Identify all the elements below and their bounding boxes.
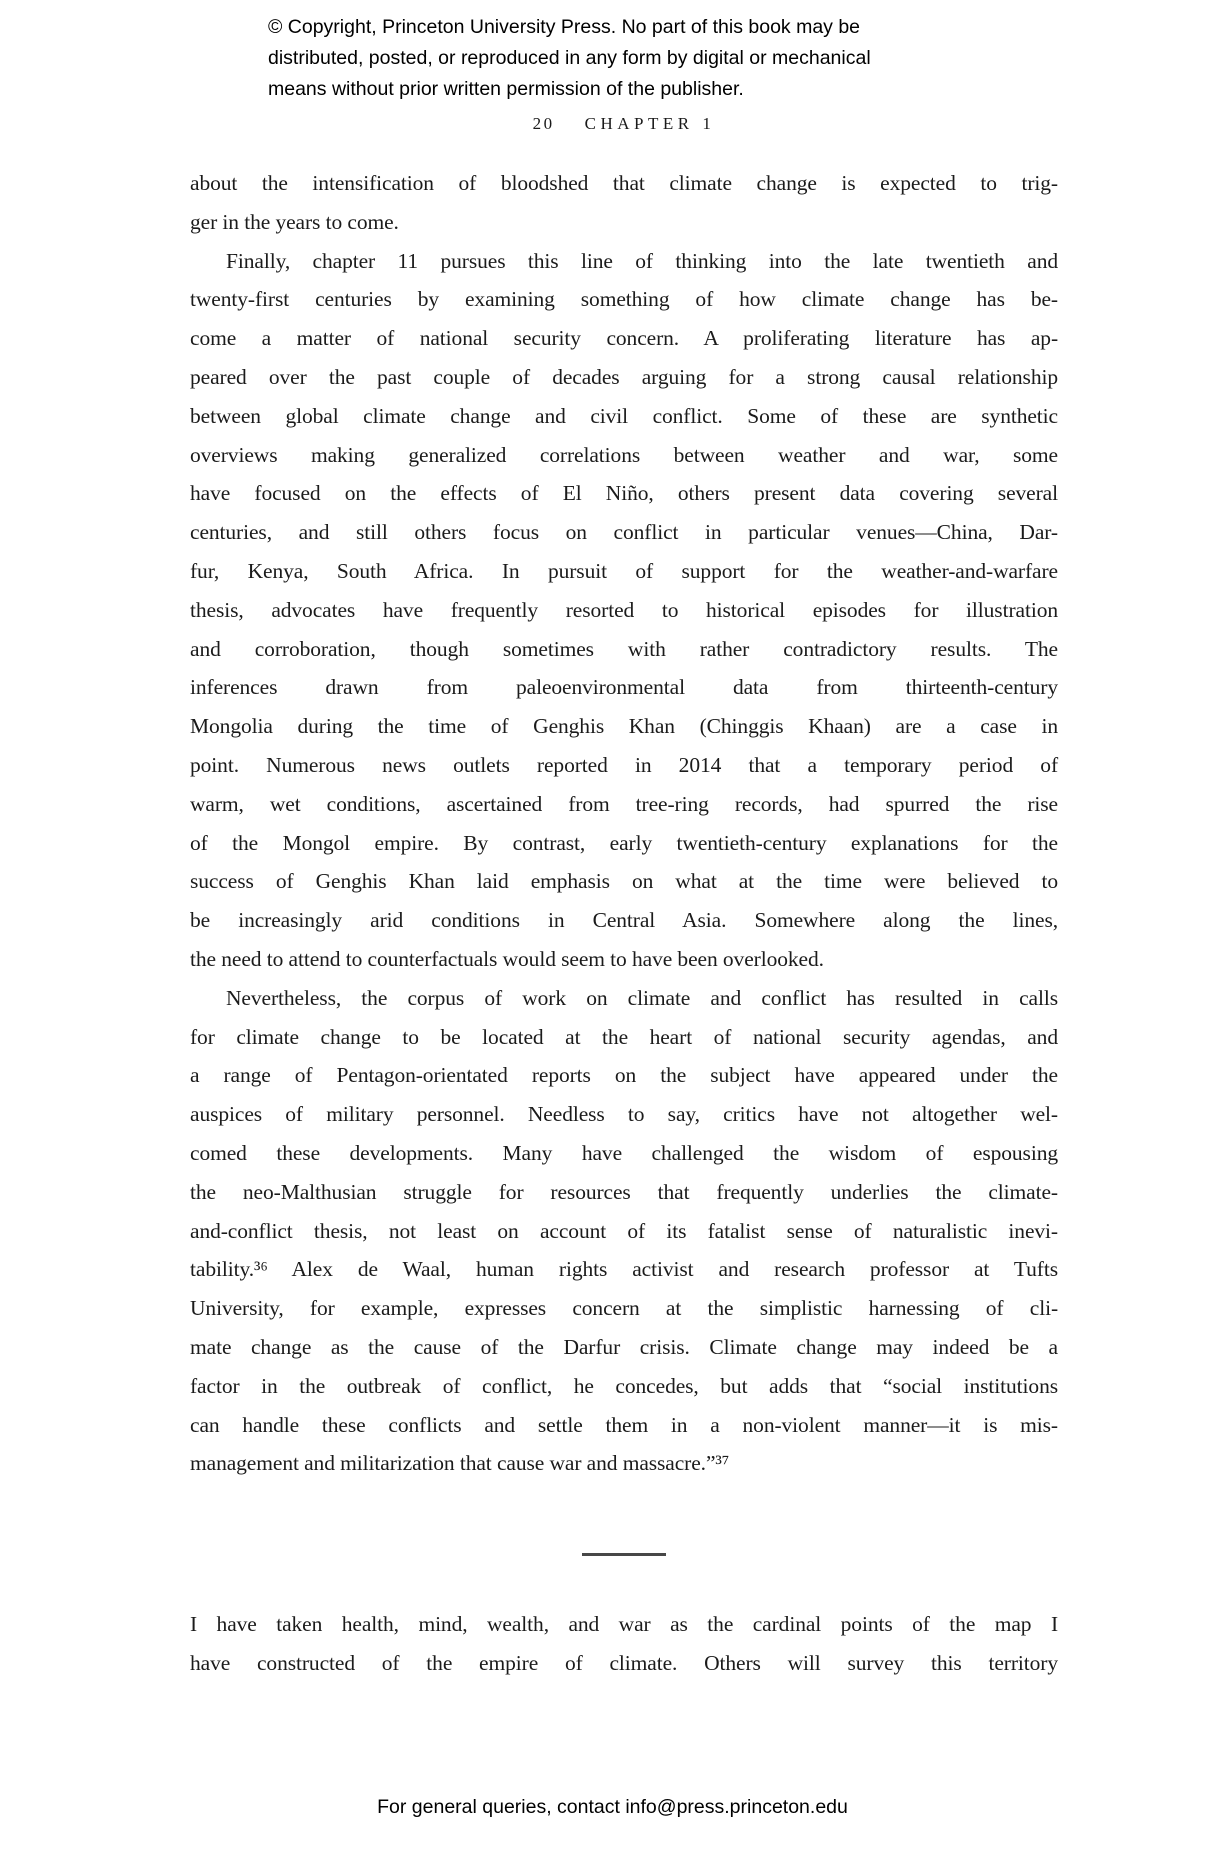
body-line: auspices of military personnel. Needless to say, critics have not altogether wel-: [190, 1102, 1058, 1127]
body-line: come a matter of national security concern. A proliferating literature has ap-: [190, 326, 1058, 351]
body-line: overviews making generalized correlations between weather and war, some: [190, 442, 1058, 467]
closing-line: have constructed of the empire of climate. Others will survey this territory: [190, 1650, 1058, 1675]
body-line: mate change as the cause of the Darfur crisis. Climate change may indeed be a: [190, 1334, 1058, 1359]
body-line: comed these developments. Many have challenged the wisdom of espousing: [190, 1140, 1058, 1165]
body-line: ger in the years to come.: [190, 209, 399, 234]
body-line: the neo-Malthusian struggle for resources that frequently underlies the climate-: [190, 1179, 1058, 1204]
body-line: fur, Kenya, South Africa. In pursuit of support for the weather-and-warfare: [190, 558, 1058, 583]
page-number: 20: [532, 114, 555, 133]
body-line: peared over the past couple of decades arguing for a strong causal relationship: [190, 364, 1058, 389]
body-line: about the intensification of bloodshed that climate change is expected to trig-: [190, 171, 1058, 195]
body-line: twenty-first centuries by examining something of how climate change has be-: [190, 287, 1058, 312]
closing-paragraph: [190, 1605, 1058, 1683]
body-line: inferences drawn from paleoenvironmental data from thirteenth-century: [190, 675, 1058, 700]
body-line: of the Mongol empire. By contrast, early twentieth-century explanations for the: [190, 830, 1058, 855]
body-line: and-conflict thesis, not least on account of its fatalist sense of naturalistic inevi-: [190, 1218, 1058, 1243]
body-line: centuries, and still others focus on conflict in particular venues—China, Dar-: [190, 520, 1058, 545]
chapter-heading: CHAPTER 1: [584, 114, 716, 133]
body-line: between global climate change and civil conflict. Some of these are synthetic: [190, 403, 1058, 428]
body-line: Nevertheless, the corpus of work on climate and conflict has resulted in calls: [226, 985, 1058, 1010]
footer-contact: For general queries, contact info@press.princeton.edu: [377, 1796, 848, 1818]
body-line: a range of Pentagon-orientated reports on the subject have appeared under the: [190, 1063, 1058, 1088]
body-line: success of Genghis Khan laid emphasis on what at the time were believed to: [190, 869, 1058, 894]
body-line: be increasingly arid conditions in Central Asia. Somewhere along the lines,: [190, 908, 1058, 933]
body-text: [190, 164, 1058, 1483]
section-divider: [582, 1553, 666, 1556]
body-line: tability.³⁶ Alex de Waal, human rights activist and research professor at Tufts: [190, 1257, 1058, 1282]
copyright-notice: [268, 12, 988, 105]
body-line: University, for example, expresses concern at the simplistic harnessing of cli-: [190, 1296, 1058, 1321]
body-line: can handle these conflicts and settle them in a non-violent manner—it is mis-: [190, 1412, 1058, 1437]
body-line: have focused on the effects of El Niño, others present data covering several: [190, 481, 1058, 506]
running-head: [190, 114, 1058, 134]
closing-line: I have taken health, mind, wealth, and war as the cardinal points of the map I: [190, 1612, 1058, 1636]
copyright-line: distributed, posted, or reproduced in any form by digital or mechanical: [268, 47, 871, 69]
body-line: point. Numerous news outlets reported in 2014 that a temporary period of: [190, 752, 1058, 777]
body-line: management and militarization that cause war and massacre.”³⁷: [190, 1451, 730, 1476]
body-line: factor in the outbreak of conflict, he concedes, but adds that “social institutions: [190, 1373, 1058, 1398]
body-line: and corroboration, though sometimes with rather contradictory results. The: [190, 636, 1058, 661]
body-line: thesis, advocates have frequently resorted to historical episodes for illustration: [190, 597, 1058, 622]
body-line: for climate change to be located at the heart of national security agendas, and: [190, 1024, 1058, 1049]
copyright-line: means without prior written permission of the publisher.: [268, 78, 744, 100]
body-line: Finally, chapter 11 pursues this line of thinking into the late twentieth and: [226, 248, 1058, 273]
copyright-line: © Copyright, Princeton University Press. No part of this book may be: [268, 16, 861, 38]
body-line: warm, wet conditions, ascertained from tree-ring records, had spurred the rise: [190, 791, 1058, 816]
body-line: the need to attend to counterfactuals would seem to have been overlooked.: [190, 946, 824, 971]
body-line: Mongolia during the time of Genghis Khan (Chinggis Khaan) are a case in: [190, 714, 1058, 739]
